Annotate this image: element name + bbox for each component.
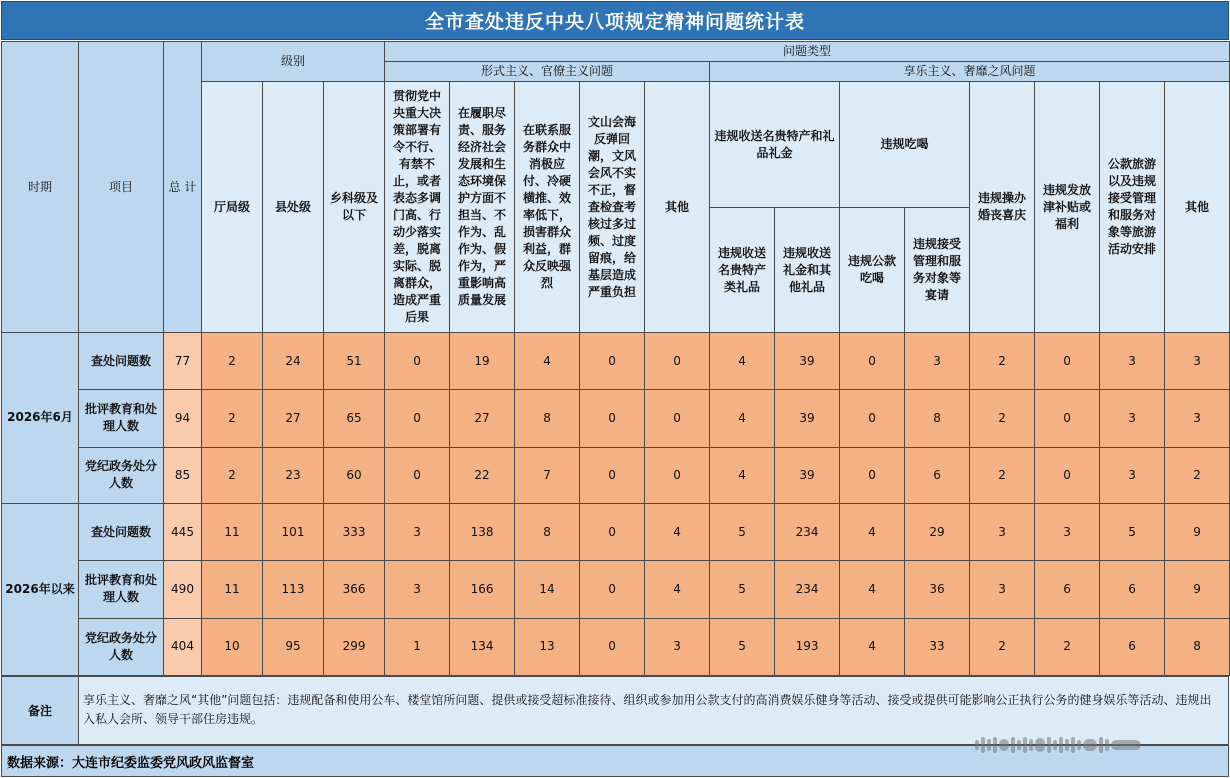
- value-cell: 39: [775, 390, 840, 447]
- note-text: 享乐主义、奢靡之风“其他”问题包括：违规配备和使用公车、楼堂馆所问题、提供或接受超标准接待、组织或参加用公款支付的高消费娱乐健身等活动、接受或提供可能影响公正执行公务的健身娱乐等活动、违规出入私人会所、领导干部住房违规。: [83, 693, 1212, 726]
- value-cell: 29: [905, 503, 970, 560]
- period-label: 2026年以来: [2, 503, 79, 675]
- value-cell: 4: [710, 390, 775, 447]
- value-cell: 234: [775, 561, 840, 618]
- header-level: 级别: [202, 42, 385, 82]
- table-row: [2, 503, 1230, 560]
- value-cell: 27: [263, 390, 324, 447]
- header-gifts-money: 违规收送礼金和其他礼品: [775, 208, 840, 333]
- value-cell: 2: [1035, 618, 1100, 675]
- value-cell: 4: [645, 561, 710, 618]
- total-cell: 85: [164, 447, 202, 503]
- header-dining-banquet: 违规接受管理和服务对象等宴请: [905, 208, 970, 333]
- header-formalism: 形式主义、官僚主义问题: [385, 62, 710, 82]
- value-cell: 138: [450, 503, 515, 560]
- value-cell: 2: [202, 447, 263, 503]
- value-cell: 0: [840, 447, 905, 503]
- value-cell: 333: [324, 503, 385, 560]
- value-cell: 299: [324, 618, 385, 675]
- value-cell: 2: [202, 390, 263, 447]
- value-cell: 0: [840, 390, 905, 447]
- value-cell: 3: [970, 503, 1035, 560]
- value-cell: 366: [324, 561, 385, 618]
- value-cell: 0: [580, 333, 645, 390]
- value-cell: 166: [450, 561, 515, 618]
- value-cell: 5: [710, 503, 775, 560]
- value-cell: 3: [645, 618, 710, 675]
- header-hedonism-other: 其他: [1165, 82, 1230, 333]
- value-cell: 13: [515, 618, 580, 675]
- value-cell: 0: [645, 447, 710, 503]
- value-cell: 2: [202, 333, 263, 390]
- value-cell: 6: [1100, 561, 1165, 618]
- value-cell: 3: [1165, 390, 1230, 447]
- total-cell: 94: [164, 390, 202, 447]
- value-cell: 2: [970, 333, 1035, 390]
- value-cell: 4: [840, 618, 905, 675]
- data-source: 数据来源：大连市纪委监委党风政风监督室: [1, 745, 1229, 777]
- value-cell: 4: [645, 503, 710, 560]
- value-cell: 4: [515, 333, 580, 390]
- value-cell: 8: [515, 503, 580, 560]
- header-hedonism: 享乐主义、奢靡之风问题: [710, 62, 1230, 82]
- value-cell: 113: [263, 561, 324, 618]
- value-cell: 6: [1035, 561, 1100, 618]
- header-level-county: 县处级: [263, 82, 324, 333]
- header-total: 总 计: [164, 42, 202, 333]
- table-row: [2, 390, 1230, 447]
- value-cell: 10: [202, 618, 263, 675]
- value-cell: 3: [905, 333, 970, 390]
- value-cell: 60: [324, 447, 385, 503]
- value-cell: 3: [1035, 503, 1100, 560]
- value-cell: 0: [1035, 447, 1100, 503]
- header-gifts-group: 违规收送名贵特产和礼品礼金: [710, 82, 840, 208]
- value-cell: 5: [710, 618, 775, 675]
- value-cell: 0: [385, 333, 450, 390]
- header-formalism-other: 其他: [645, 82, 710, 333]
- header-dining-public: 违规公款吃喝: [840, 208, 905, 333]
- value-cell: 0: [645, 390, 710, 447]
- value-cell: 0: [840, 333, 905, 390]
- header-tourism: 公款旅游以及违规接受管理和服务对象等旅游活动安排: [1100, 82, 1165, 333]
- value-cell: 0: [385, 447, 450, 503]
- header-subsidies: 违规发放津补贴或福利: [1035, 82, 1100, 333]
- value-cell: 14: [515, 561, 580, 618]
- value-cell: 24: [263, 333, 324, 390]
- value-cell: 0: [645, 333, 710, 390]
- value-cell: 9: [1165, 503, 1230, 560]
- value-cell: 9: [1165, 561, 1230, 618]
- row-item-label: 查处问题数: [79, 333, 164, 390]
- value-cell: 19: [450, 333, 515, 390]
- value-cell: 0: [580, 503, 645, 560]
- value-cell: 3: [970, 561, 1035, 618]
- value-cell: 0: [1035, 390, 1100, 447]
- value-cell: 8: [905, 390, 970, 447]
- value-cell: 0: [580, 618, 645, 675]
- table-row: [2, 447, 1230, 503]
- value-cell: 5: [1100, 503, 1165, 560]
- total-cell: 490: [164, 561, 202, 618]
- header-period: 时期: [2, 42, 79, 333]
- value-cell: 2: [970, 618, 1035, 675]
- note-label: 备注: [2, 677, 79, 744]
- row-item-label: 批评教育和处理人数: [79, 561, 164, 618]
- value-cell: 36: [905, 561, 970, 618]
- value-cell: 2: [970, 390, 1035, 447]
- watermark-icon: [975, 734, 1213, 756]
- value-cell: 3: [1165, 333, 1230, 390]
- header-formalism-3: 在联系服务群众中消极应付、冷硬横推、效率低下，损害群众利益，群众反映强烈: [515, 82, 580, 333]
- value-cell: 6: [905, 447, 970, 503]
- value-cell: 2: [970, 447, 1035, 503]
- value-cell: 101: [263, 503, 324, 560]
- value-cell: 3: [1100, 447, 1165, 503]
- header-dining-group: 违规吃喝: [840, 82, 970, 208]
- table-row: [2, 333, 1230, 390]
- value-cell: 95: [263, 618, 324, 675]
- header-weddings: 违规操办婚丧喜庆: [970, 82, 1035, 333]
- row-item-label: 查处问题数: [79, 503, 164, 560]
- period-label: 2026年6月: [2, 333, 79, 504]
- value-cell: 11: [202, 561, 263, 618]
- value-cell: 22: [450, 447, 515, 503]
- value-cell: 1: [385, 618, 450, 675]
- value-cell: 5: [710, 561, 775, 618]
- total-cell: 445: [164, 503, 202, 560]
- value-cell: 0: [580, 390, 645, 447]
- value-cell: 4: [710, 447, 775, 503]
- statistics-table: [1, 41, 1230, 676]
- value-cell: 27: [450, 390, 515, 447]
- value-cell: 0: [580, 561, 645, 618]
- table-body: [2, 333, 1230, 676]
- value-cell: 6: [1100, 618, 1165, 675]
- value-cell: 39: [775, 447, 840, 503]
- header-formalism-2: 在履职尽责、服务经济社会发展和生态环境保护方面不担当、不作为、乱作为、假作为，严重影响高质量发展: [450, 82, 515, 333]
- table-title: 全市查处违反中央八项规定精神问题统计表: [1, 1, 1229, 40]
- value-cell: 3: [385, 503, 450, 560]
- value-cell: 0: [580, 447, 645, 503]
- value-cell: 234: [775, 503, 840, 560]
- value-cell: 23: [263, 447, 324, 503]
- header-problem-type: 问题类型: [385, 42, 1230, 62]
- value-cell: 3: [385, 561, 450, 618]
- value-cell: 3: [1100, 333, 1165, 390]
- table-row: [2, 561, 1230, 618]
- total-cell: 404: [164, 618, 202, 675]
- value-cell: 51: [324, 333, 385, 390]
- header-level-bureau: 厅局级: [202, 82, 263, 333]
- value-cell: 193: [775, 618, 840, 675]
- row-item-label: 党纪政务处分人数: [79, 447, 164, 503]
- value-cell: 7: [515, 447, 580, 503]
- row-item-label: 党纪政务处分人数: [79, 618, 164, 675]
- value-cell: 0: [385, 390, 450, 447]
- value-cell: 39: [775, 333, 840, 390]
- header-level-township: 乡科级及以下: [324, 82, 385, 333]
- header-item: 项目: [79, 42, 164, 333]
- value-cell: 134: [450, 618, 515, 675]
- value-cell: 11: [202, 503, 263, 560]
- value-cell: 2: [1165, 447, 1230, 503]
- value-cell: 65: [324, 390, 385, 447]
- header-formalism-4: 文山会海反弹回潮，文风会风不实不正，督查检查考核过多过频、过度留痕，给基层造成严重负担: [580, 82, 645, 333]
- value-cell: 4: [840, 503, 905, 560]
- header-gifts-specialty: 违规收送名贵特产类礼品: [710, 208, 775, 333]
- header-formalism-1: 贯彻党中央重大决策部署有令不行、有禁不止，或者表态多调门高、行动少落实差，脱离实际、脱离群众，造成严重后果: [385, 82, 450, 333]
- value-cell: 33: [905, 618, 970, 675]
- value-cell: 3: [1100, 390, 1165, 447]
- row-item-label: 批评教育和处理人数: [79, 390, 164, 447]
- table-row: [2, 618, 1230, 675]
- value-cell: 0: [1035, 333, 1100, 390]
- value-cell: 4: [840, 561, 905, 618]
- value-cell: 8: [515, 390, 580, 447]
- value-cell: 4: [710, 333, 775, 390]
- total-cell: 77: [164, 333, 202, 390]
- value-cell: 8: [1165, 618, 1230, 675]
